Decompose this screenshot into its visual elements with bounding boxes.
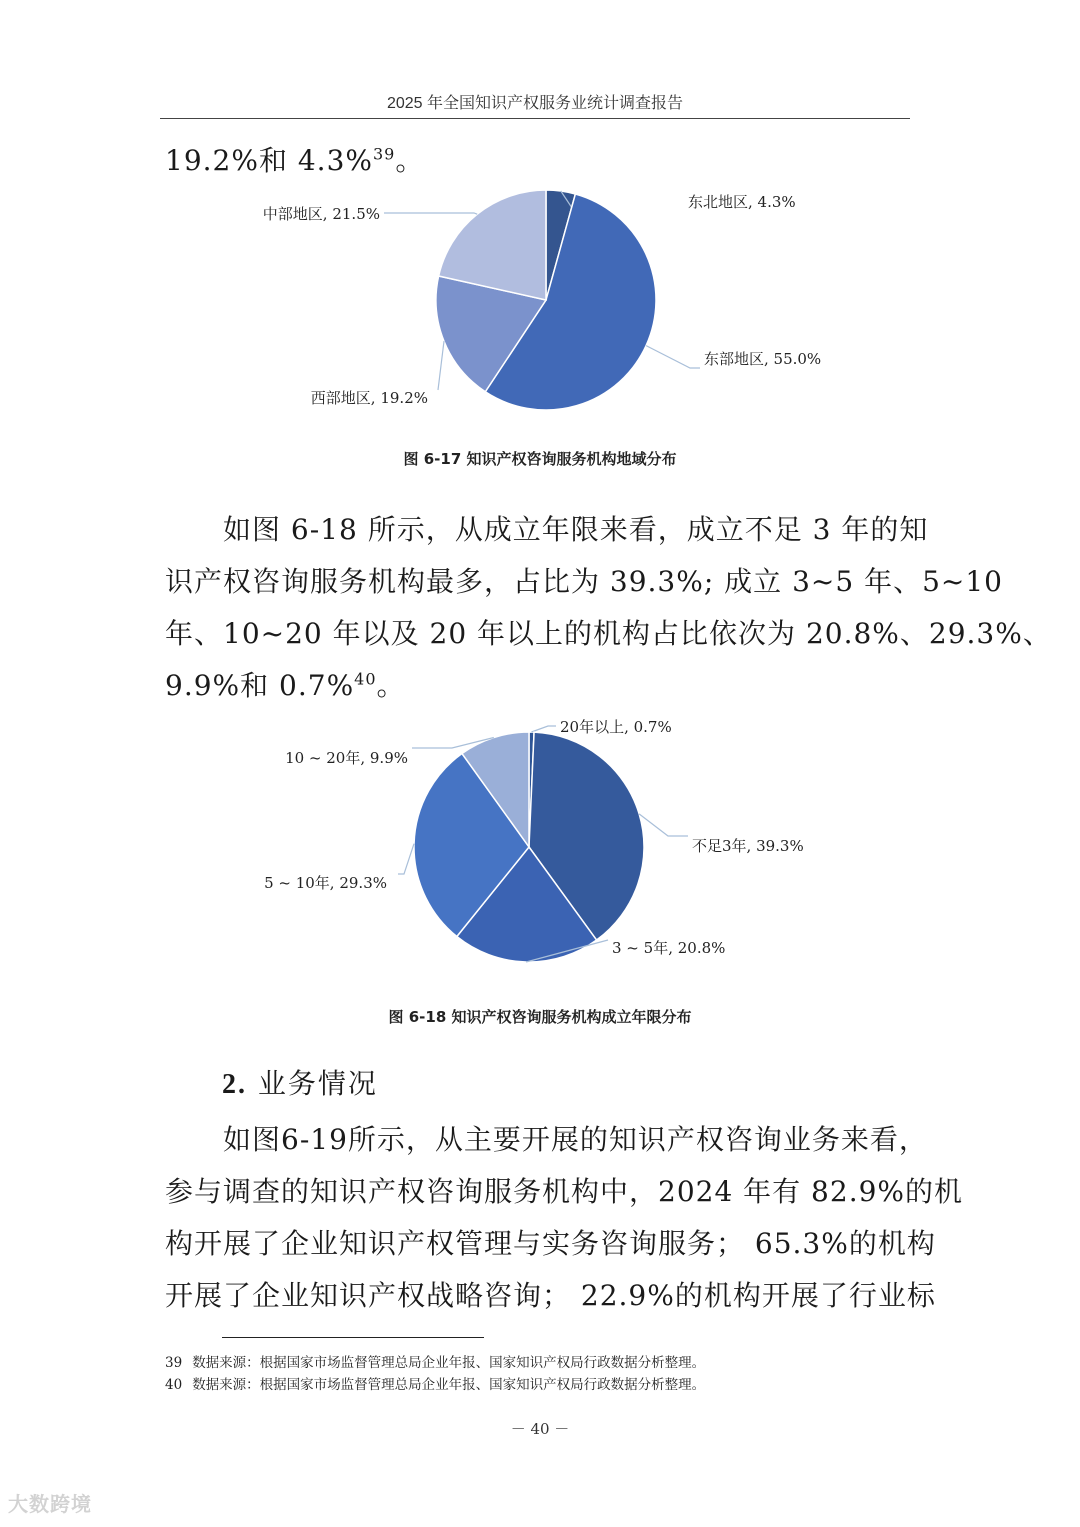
slice-label: 10 ~ 20年, 9.9%	[285, 749, 408, 767]
paragraph-line: 构开展了企业知识产权管理与实务咨询服务； 65.3%的机构	[165, 1227, 936, 1260]
paragraph-text: 9.9%和 0.7%	[165, 669, 355, 702]
section-heading	[222, 1062, 378, 1107]
footnote-40	[165, 1375, 705, 1395]
paragraph-line-last	[165, 660, 910, 712]
footnote-ref[interactable]: 39	[373, 144, 396, 164]
paragraph-line: 如图6-19所示，从主要开展的知识产权咨询业务来看，	[223, 1123, 928, 1156]
section-number: 2.	[222, 1069, 247, 1100]
leader-line	[646, 346, 700, 368]
footnote-rule	[222, 1337, 484, 1338]
slice-label: 西部地区, 19.2%	[310, 389, 428, 407]
watermark-logo: 大数跨境	[8, 1492, 92, 1516]
founding-years-pie-chart	[0, 712, 1080, 972]
slice-label: 东北地区, 4.3%	[688, 193, 796, 211]
paragraph-text: 19.2%和 4.3%	[165, 144, 373, 177]
paragraph-line: 如图 6-18 所示，从成立年限来看，成立不足 3 年的知	[223, 513, 929, 546]
paragraph-line: 年、10~20 年以及 20 年以上的机构占比依次为 20.8%、29.3%、	[165, 617, 1052, 650]
leader-line	[639, 814, 688, 836]
paragraph-tail: 。	[395, 144, 425, 177]
figure-caption-6-18: 图 6-18 知识产权咨询服务机构成立年限分布	[388, 1008, 692, 1026]
paragraph-tail: 。	[376, 669, 406, 702]
paragraph-line: 识产权咨询服务机构最多，占比为 39.3%; 成立 3~5 年、5~10	[165, 565, 1003, 598]
leader-line	[532, 726, 557, 732]
footnote-number: 39	[165, 1355, 183, 1371]
leader-line	[384, 213, 477, 214]
paragraph-line: 开展了企业知识产权战略咨询； 22.9%的机构开展了行业标	[165, 1279, 936, 1312]
paragraph-business	[165, 1114, 964, 1322]
slice-label: 20年以上, 0.7%	[560, 718, 672, 736]
slice-label: 东部地区, 55.0%	[704, 350, 822, 368]
paragraph-founding-years	[165, 504, 1052, 712]
figure-caption-6-17: 图 6-17 知识产权咨询服务机构地域分布	[403, 450, 677, 468]
slice-label: 中部地区, 21.5%	[262, 205, 380, 223]
footnote-39	[165, 1353, 705, 1373]
header-rule	[160, 118, 910, 119]
region-pie-chart	[0, 180, 1080, 430]
slice-label: 5 ~ 10年, 29.3%	[264, 874, 387, 892]
paragraph-line: 参与调查的知识产权咨询服务机构中，2024 年有 82.9%的机	[165, 1175, 964, 1208]
slice-label: 3 ~ 5年, 20.8%	[612, 939, 726, 957]
footnote-text: 数据来源：根据国家市场监督管理总局企业年报、国家知识产权局行政数据分析整理。	[192, 1355, 706, 1371]
footnote-ref[interactable]: 40	[354, 669, 377, 689]
footnote-text: 数据来源：根据国家市场监督管理总局企业年报、国家知识产权局行政数据分析整理。	[192, 1377, 706, 1393]
leader-line	[398, 844, 414, 874]
slice-label: 不足3年, 39.3%	[692, 837, 804, 855]
footnote-number: 40	[165, 1377, 183, 1393]
page-number: － 40 －	[510, 1420, 570, 1438]
leader-line	[438, 341, 444, 390]
page-header: 2025 年全国知识产权服务业统计调查报告	[386, 95, 684, 112]
section-title: 业务情况	[247, 1067, 378, 1100]
